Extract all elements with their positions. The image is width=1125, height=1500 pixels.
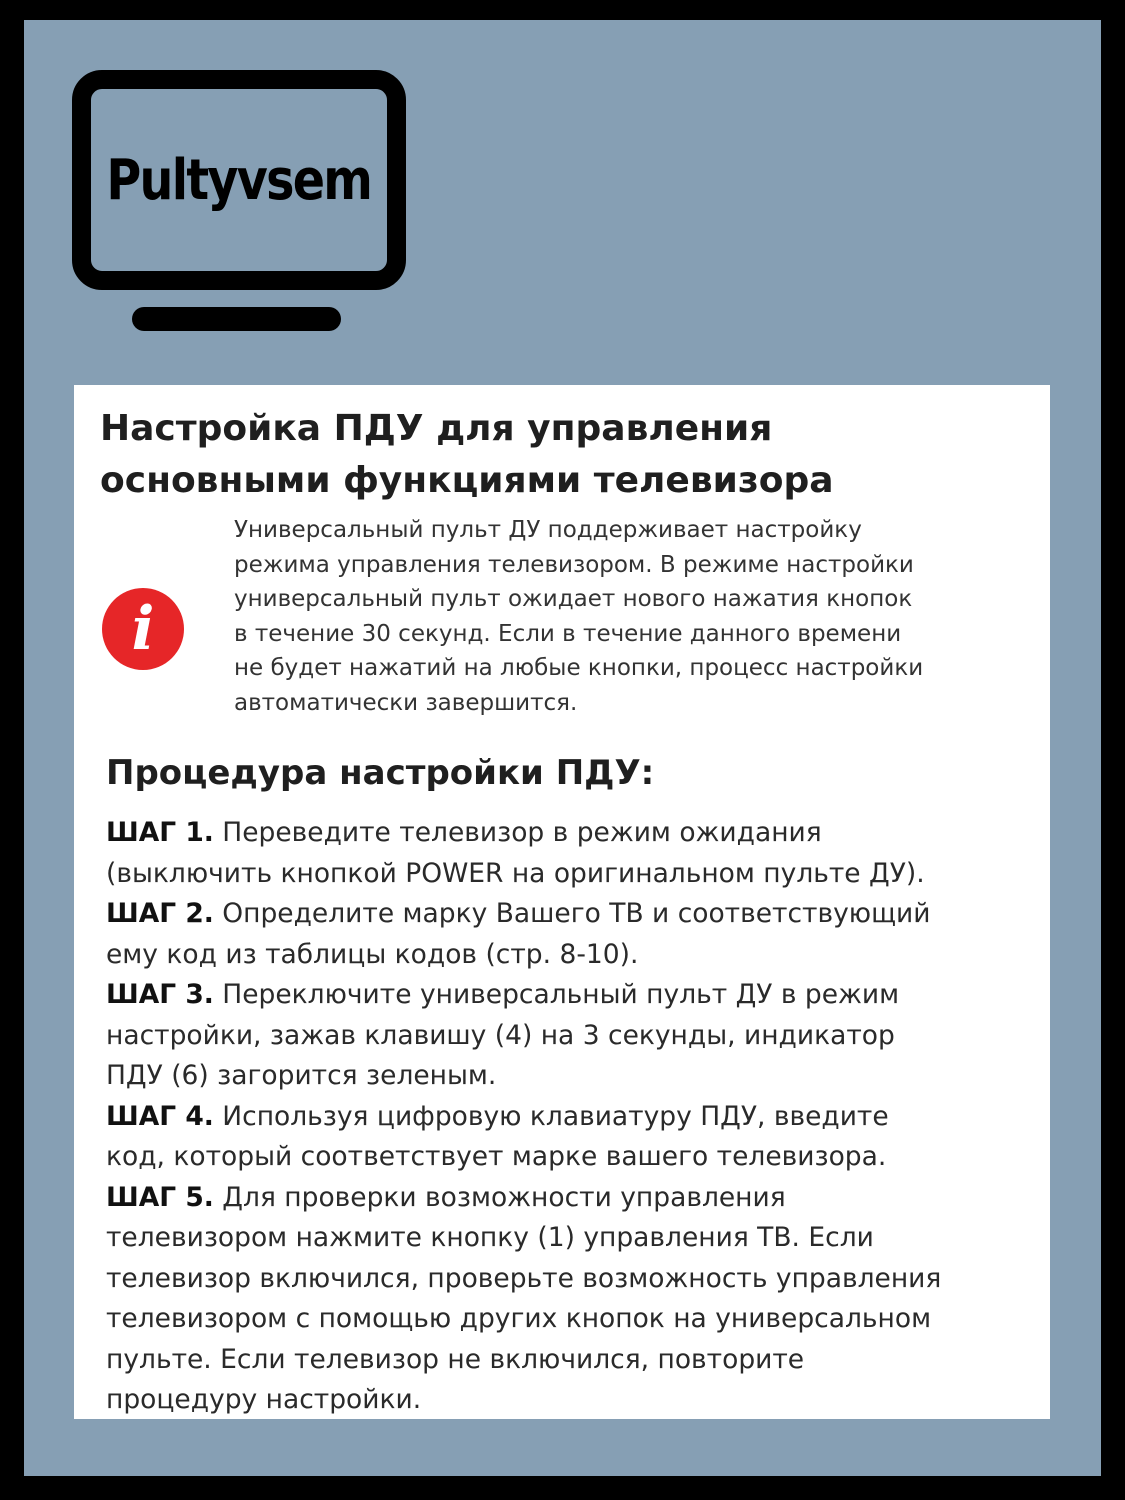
step-2 xyxy=(106,894,1046,975)
step-1 xyxy=(106,813,1046,894)
title-line: Настройка ПДУ для управления xyxy=(100,408,773,449)
info-line: автоматически завершится. xyxy=(234,689,578,716)
step-text: код, который соответствует марке вашего телевизора. xyxy=(106,1141,887,1172)
step-text: пульте. Если телевизор не включился, повторите xyxy=(106,1343,805,1375)
info-line: не будет нажатий на любые кнопки, процесс настройки xyxy=(234,655,924,681)
step-label: ШАГ 4. xyxy=(106,1100,214,1132)
procedure-heading: Процедура настройки ПДУ: xyxy=(106,753,655,793)
step-text: настройки, зажав клавишу (4) на 3 секунды, индикатор xyxy=(106,1019,895,1051)
step-text: Определите марку Вашего ТВ и соответствующий xyxy=(213,898,931,929)
step-text: телевизором нажмите кнопку (1) управления ТВ. Если xyxy=(106,1222,874,1253)
info-line: Универсальный пульт ДУ поддерживает настройку xyxy=(234,517,862,543)
step-text: Переключите универсальный пульт ДУ в режим xyxy=(213,979,900,1010)
step-text: ПДУ (6) загорится зеленым. xyxy=(106,1060,497,1091)
step-label: ШАГ 5. xyxy=(106,1181,214,1213)
step-5 xyxy=(106,1178,1046,1421)
info-note xyxy=(234,513,1034,720)
title-line: основными функциями телевизора xyxy=(100,460,834,501)
logo-text: Pultyvsem xyxy=(106,147,372,213)
step-label: ШАГ 3. xyxy=(106,979,214,1010)
steps-list xyxy=(106,813,1046,1421)
tv-stand xyxy=(132,307,341,331)
step-text: Используя цифровую клавиатуру ПДУ, введите xyxy=(213,1100,889,1132)
step-label: ШАГ 1. xyxy=(106,817,214,848)
tv-logo xyxy=(72,70,406,290)
card-title xyxy=(100,403,1020,507)
info-icon: i xyxy=(102,588,184,670)
step-text: (выключить кнопкой POWER на оригинальном пульте ДУ). xyxy=(106,857,925,889)
instruction-card xyxy=(74,385,1050,1419)
info-line: режима управления телевизором. В режиме настройки xyxy=(234,551,914,578)
step-text: Для проверки возможности управления xyxy=(213,1181,786,1213)
info-line: универсальный пульт ожидает нового нажатия кнопок xyxy=(234,586,913,612)
step-text: телевизор включился, проверьте возможность управления xyxy=(106,1262,942,1294)
step-3 xyxy=(106,975,1046,1097)
step-text: телевизором с помощью других кнопок на универсальном xyxy=(106,1303,932,1334)
page-frame xyxy=(24,20,1101,1476)
step-text: Переведите телевизор в режим ожидания xyxy=(213,817,822,848)
step-4 xyxy=(106,1097,1046,1178)
step-label: ШАГ 2. xyxy=(106,898,214,929)
step-text: ему код из таблицы кодов (стр. 8-10). xyxy=(106,938,639,970)
info-line: в течение 30 секунд. Если в течение данного времени xyxy=(234,620,902,647)
step-text: процедуру настройки. xyxy=(106,1384,422,1415)
